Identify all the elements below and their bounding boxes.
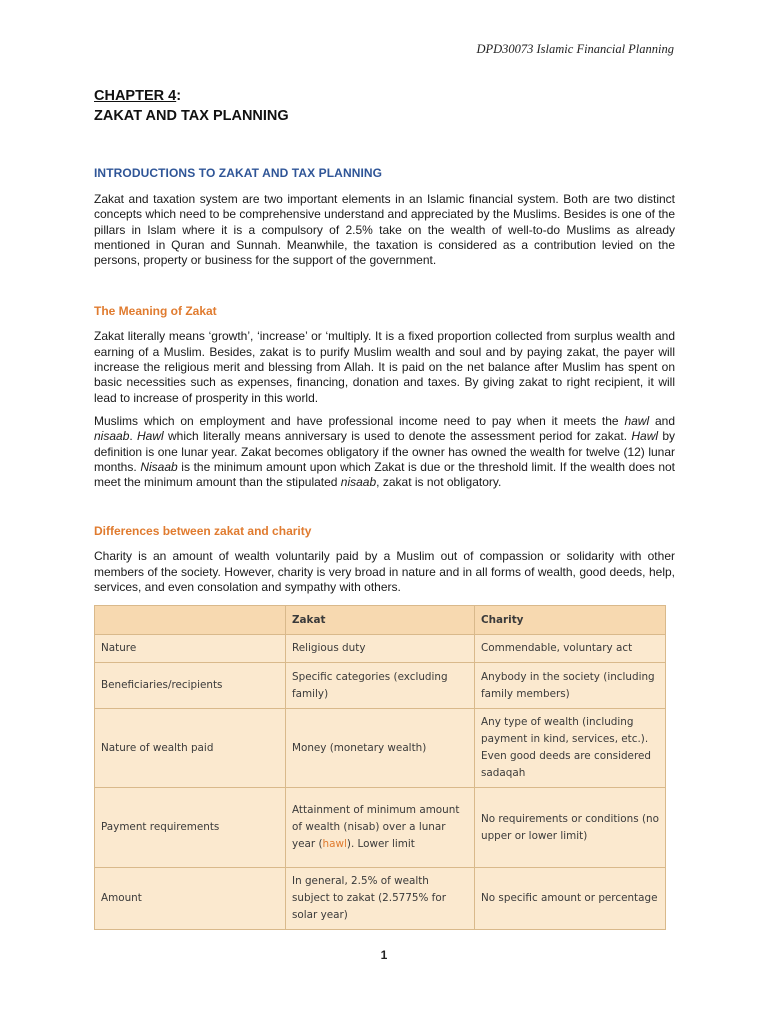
table-row xyxy=(95,788,666,868)
table-header-cell xyxy=(95,606,286,635)
meaning-heading: The Meaning of Zakat xyxy=(94,304,217,319)
charity-cell: Any type of wealth (including payment in kind, services, etc.). Even good deeds are considered sadaqah xyxy=(475,709,666,788)
row-label: Payment requirements xyxy=(95,788,286,868)
chapter-title: ZAKAT AND TAX PLANNING xyxy=(94,108,289,124)
row-label: Beneficiaries/recipients xyxy=(95,663,286,709)
table-header-cell: Charity xyxy=(475,606,666,635)
zakat-cell: In general, 2.5% of wealth subject to zakat (2.5775% for solar year) xyxy=(286,868,475,930)
meaning-paragraph-2: Muslims which on employment and have professional income need to pay when it meets the hawl and nisaab. Hawl which literally means anniversary is used to denote the assessment period for zakat. Hawl by definition is one lunar year. Zakat becomes obligatory if the owner has owned the wealth for twelve (12) lunar months. Nisaab is the minimum amount upon which Zakat is due or the threshold limit. If the wealth does not meet the minimum amount than the stipulated nisaab, zakat is not obligatory. xyxy=(94,413,675,490)
charity-cell: Anybody in the society (including family members) xyxy=(475,663,666,709)
zakat-cell: Attainment of minimum amount of wealth (nisab) over a lunar year (hawl). Lower limit xyxy=(286,788,475,868)
charity-cell: No specific amount or percentage xyxy=(475,868,666,930)
table-row xyxy=(95,709,666,788)
meaning-paragraph-1: Zakat literally means ‘growth’, ‘increase’ or ‘multiply. It is a fixed proportion collected from surplus wealth and earning of a Muslim. Besides, zakat is to purify Muslim wealth and soul and by paying zakat, the payer will increase the religious merit and blessing from Allah. It is paid on the net balance after Muslim has spent on basic necessities such as expenses, financing, donation and taxes. By giving zakat to right recipient, it will lead to increase of prosperity in this world. xyxy=(94,329,675,405)
zakat-cell: Specific categories (excluding family) xyxy=(286,663,475,709)
table-header-cell: Zakat xyxy=(286,606,475,635)
running-header: DPD30073 Islamic Financial Planning xyxy=(476,42,674,56)
differences-paragraph: Charity is an amount of wealth voluntarily paid by a Muslim out of compassion or solidarity with other members of the society. However, charity is very broad in nature and in all forms of wealth, good deeds, help, services, and even consolation and sympathy with others. xyxy=(94,549,675,595)
chapter-number-suffix: : xyxy=(176,88,182,104)
page-content xyxy=(94,86,675,930)
differences-heading: Differences between zakat and charity xyxy=(94,524,312,539)
table-header-row xyxy=(95,606,666,635)
intro-paragraph: Zakat and taxation system are two important elements in an Islamic financial system. Both are two distinct concepts which need to be comprehensive understand and appreciated by the Muslims. Besides is one of the pillars in Islam where it is a compulsory of 2.5% take on the wealth of well-to-do Muslims as already mentioned in Quran and Sunnah. Meanwhile, the taxation is considered as a contribution levied on the persons, property or business for the support of the government. xyxy=(94,192,676,268)
hawl-highlight: hawl xyxy=(322,838,347,851)
charity-cell: Commendable, voluntary act xyxy=(475,635,666,663)
table-row xyxy=(95,663,666,709)
table-row xyxy=(95,868,666,930)
intro-heading: INTRODUCTIONS TO ZAKAT AND TAX PLANNING xyxy=(94,166,383,180)
row-label: Nature xyxy=(95,635,286,663)
chapter-number: CHAPTER 4 xyxy=(94,88,177,104)
zakat-cell: Religious duty xyxy=(286,635,475,663)
zakat-cell: Money (monetary wealth) xyxy=(286,709,475,788)
zakat-charity-table xyxy=(94,605,666,930)
table-row xyxy=(95,635,666,663)
page-number: 1 xyxy=(380,948,388,962)
chapter-heading xyxy=(94,86,675,126)
row-label: Nature of wealth paid xyxy=(95,709,286,788)
row-label: Amount xyxy=(95,868,286,930)
charity-cell: No requirements or conditions (no upper or lower limit) xyxy=(475,788,666,868)
